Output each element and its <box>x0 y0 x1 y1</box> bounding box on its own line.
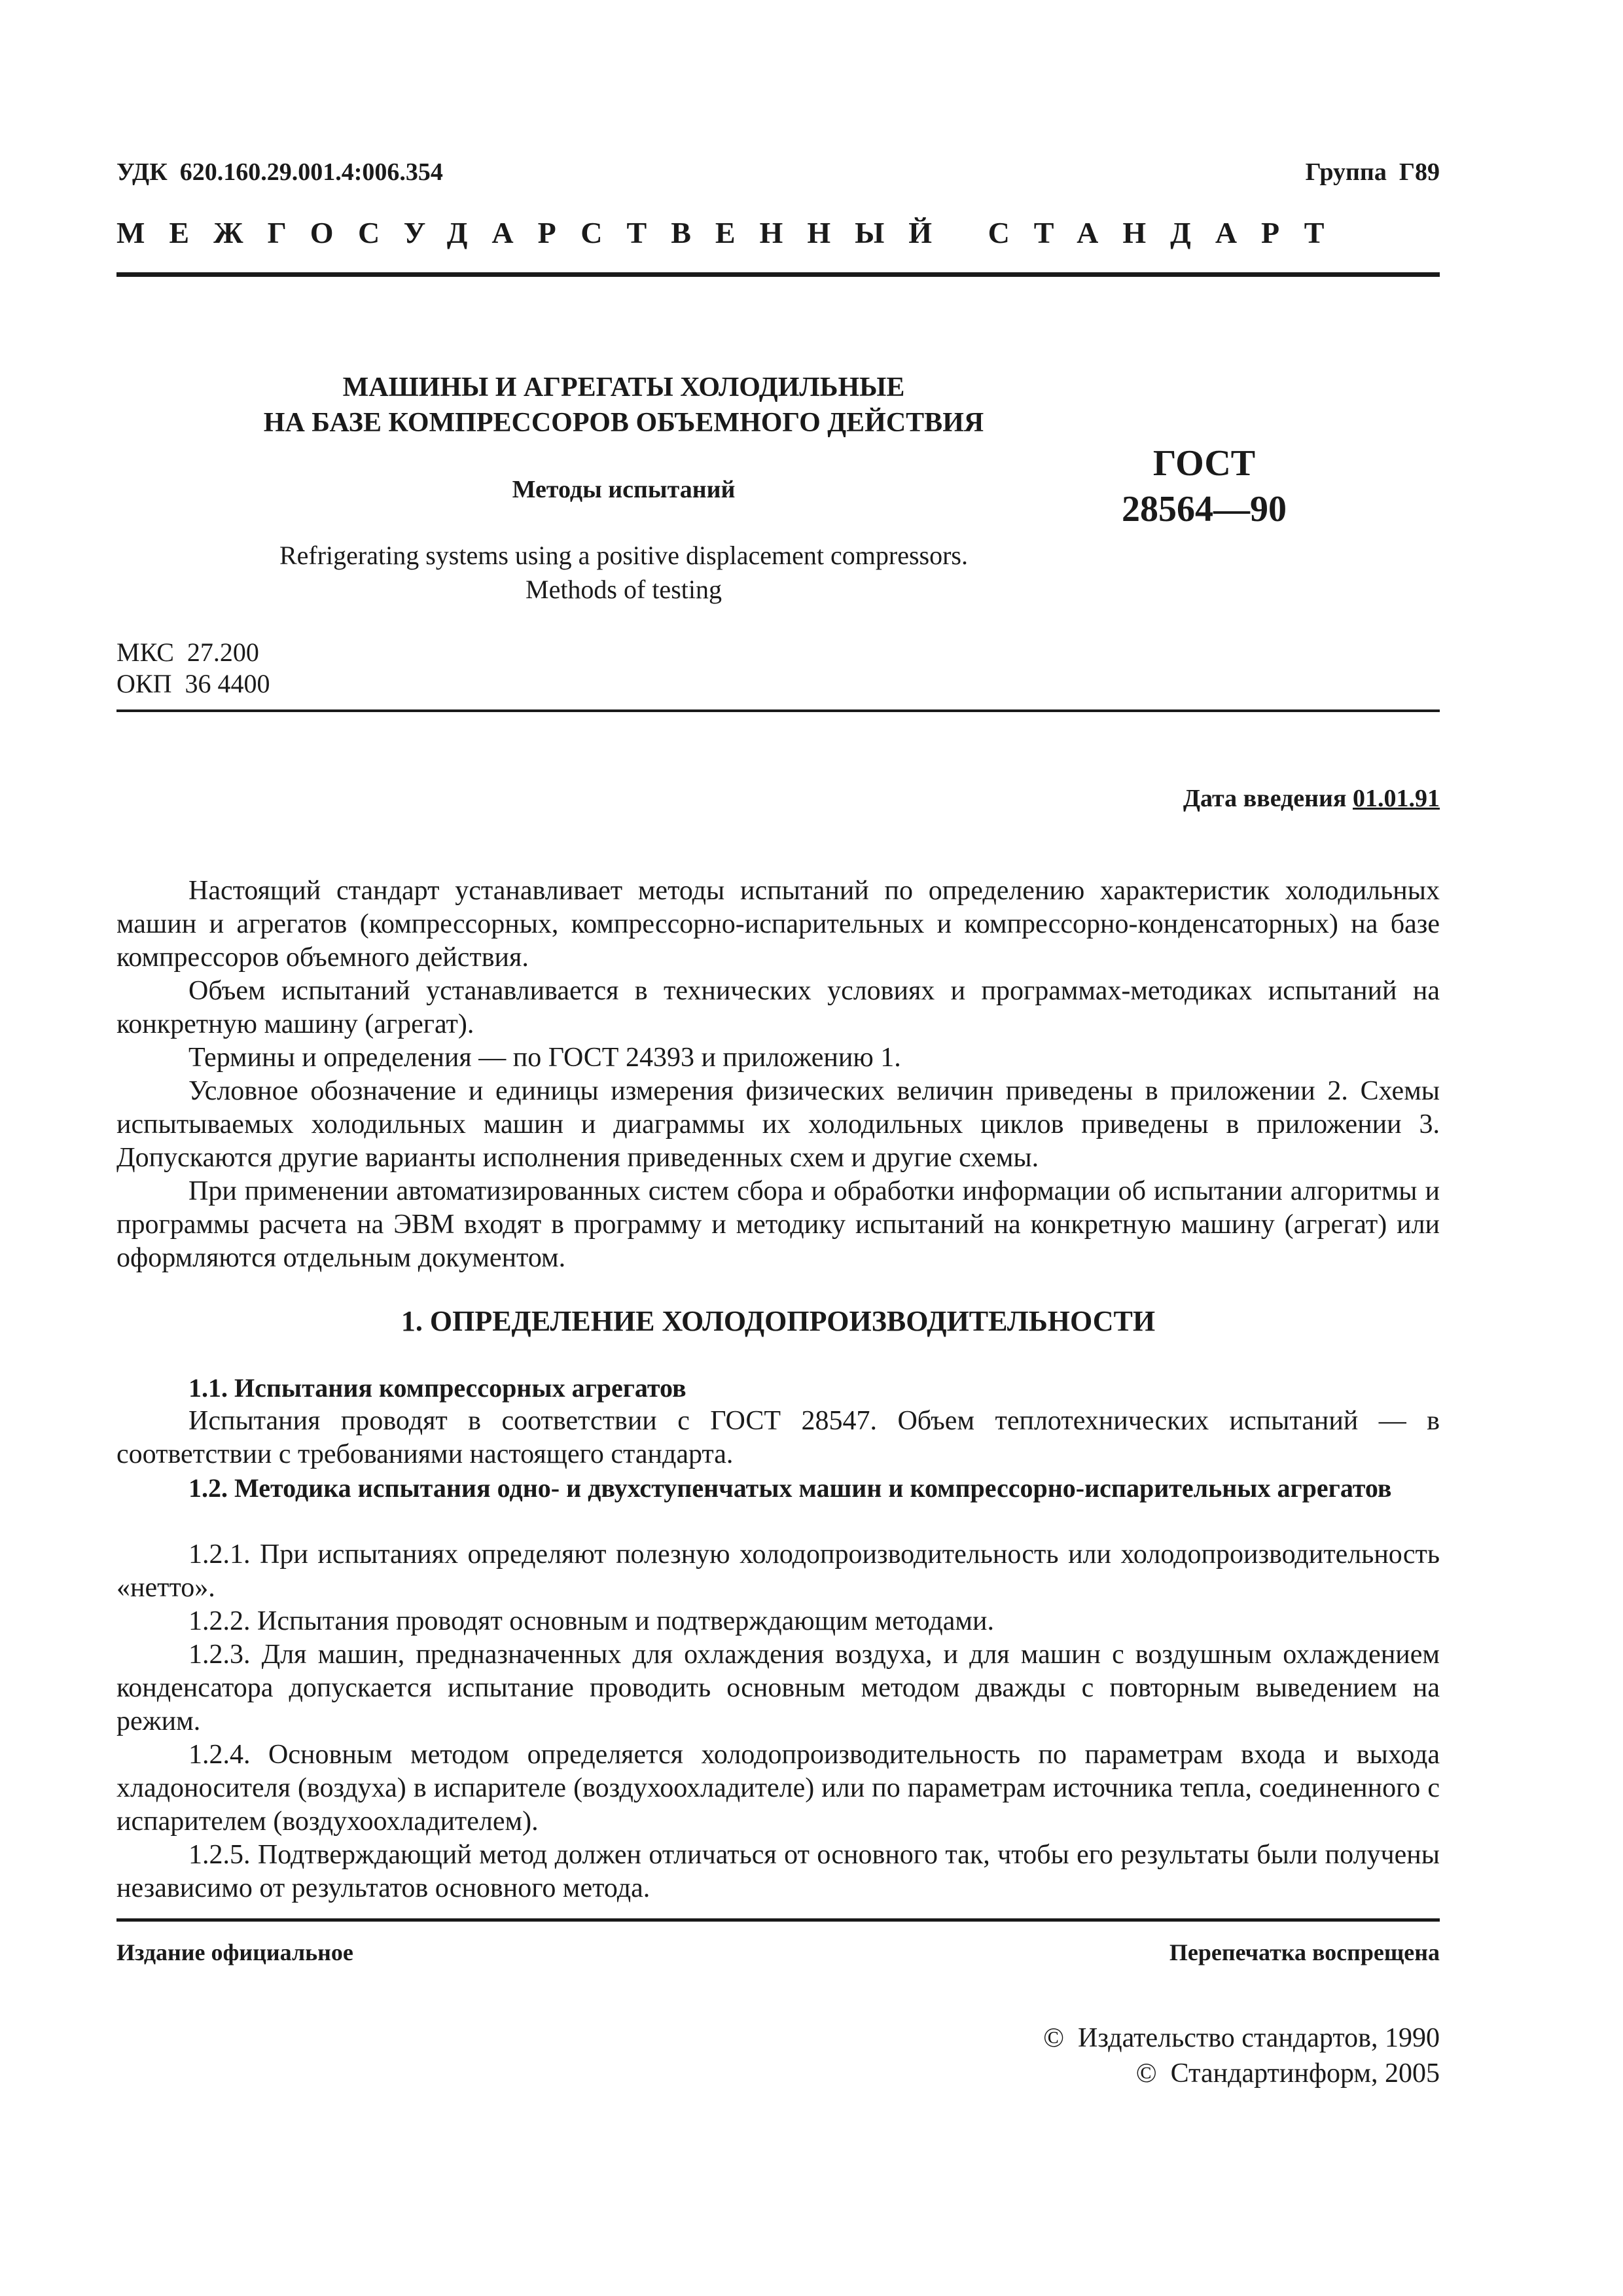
intro-paragraph-1: Настоящий стандарт устанавливает методы испытаний по определению характеристик холодильных машин и агрегатов (компрессорных, компрессорно-испарительных и компрессорно-конденсаторных) на базе компрессоров объемного действия. <box>116 876 1440 973</box>
title-line-1: МАШИНЫ И АГРЕГАТЫ ХОЛОДИЛЬНЫЕ <box>342 372 905 403</box>
english-title-line-1: Refrigerating systems using a positive displacement compressors. <box>279 541 968 570</box>
item-1-2-2: 1.2.2. Испытания проводят основным и подтверждающим методами. <box>188 1606 994 1636</box>
header-rule <box>116 272 1440 277</box>
mks-code: МКС 27.200 <box>116 637 259 667</box>
intro-paragraph-5: При применении автоматизированных систем сбора и обработки информации об испытании алгоритмы и программы расчета на ЭВМ входят в программу и методику испытаний на конкретную машину (агрегат) или оформляются отдельным документом. <box>116 1176 1440 1273</box>
udk-code: УДК 620.160.29.001.4:006.354 <box>116 158 443 186</box>
okp-code: ОКП 36 4400 <box>116 669 270 698</box>
edition-note: Издание официальное <box>116 1939 353 1965</box>
intro-paragraph-3: Термины и определения — по ГОСТ 24393 и приложению 1. <box>188 1043 901 1073</box>
gost-number: 28564—90 <box>1122 489 1287 529</box>
title-rule <box>116 709 1440 712</box>
subtitle: Методы испытаний <box>512 476 736 503</box>
section-1-1-heading: 1.1. Испытания компрессорных агрегатов <box>188 1373 687 1403</box>
reprint-note: Перепечатка воспрещена <box>1169 1939 1440 1965</box>
title-line-2: НА БАЗЕ КОМПРЕССОРОВ ОБЪЕМНОГО ДЕЙСТВИЯ <box>263 408 984 438</box>
section-1-2-heading: 1.2. Методика испытания одно- и двухступенчатых машин и компрессорно-испарительных агрегатов <box>188 1473 1392 1503</box>
intro-paragraph-4: Условное обозначение и единицы измерения физических величин приведены в приложении 2. Схемы испытываемых холодильных машин и диаграммы их холодильных циклов приведены в приложении 3. Допускаются другие варианты исполнения приведенных схем и другие схемы. <box>116 1076 1440 1173</box>
item-1-2-5: 1.2.5. Подтверждающий метод должен отличаться от основного так, чтобы его результаты были получены независимо от результатов основного метода. <box>116 1840 1440 1903</box>
copyright-2: © Стандартинформ, 2005 <box>1135 2058 1440 2089</box>
intro-date-label: Дата введения <box>1183 785 1347 812</box>
item-1-2-3: 1.2.3. Для машин, предназначенных для охлаждения воздуха, и для машин с воздушным охлаждением конденсатора допускается испытание проводить основным методом дважды с повторным выведением на режим. <box>116 1640 1440 1736</box>
copyright-1: © Издательство стандартов, 1990 <box>1043 2023 1440 2053</box>
section-1-title: 1. ОПРЕДЕЛЕНИЕ ХОЛОДОПРОИЗВОДИТЕЛЬНОСТИ <box>401 1305 1156 1337</box>
item-1-2-4: 1.2.4. Основным методом определяется холодопроизводительность по параметрам входа и выхода хладоносителя (воздуха) в испарителе (воздухоохладителе) или по параметрам источника тепла, соединенного с испарителем (воздухоохладителем). <box>116 1740 1440 1837</box>
section-1-1-text: Испытания проводят в соответствии с ГОСТ 28547. Объем теплотехнических испытаний — в соответствии с требованиями настоящего стандарта. <box>116 1406 1440 1469</box>
intro-date-value: 01.01.91 <box>1353 785 1440 812</box>
gost-label: ГОСТ <box>1152 443 1256 484</box>
footer-rule <box>116 1918 1440 1922</box>
standard-type-heading: МЕЖГОСУДАРСТВЕННЫЙ СТАНДАРТ <box>116 216 1349 249</box>
intro-date <box>1183 783 1440 814</box>
item-1-2-1: 1.2.1. При испытаниях определяют полезную холодопроизводительность или холодопроизводительность «нетто». <box>116 1539 1440 1603</box>
group-code: Группа Г89 <box>1305 158 1440 186</box>
english-title-line-2: Methods of testing <box>526 575 722 604</box>
intro-paragraph-2: Объем испытаний устанавливается в технических условиях и программах-методиках испытаний на конкретную машину (агрегат). <box>116 976 1440 1039</box>
